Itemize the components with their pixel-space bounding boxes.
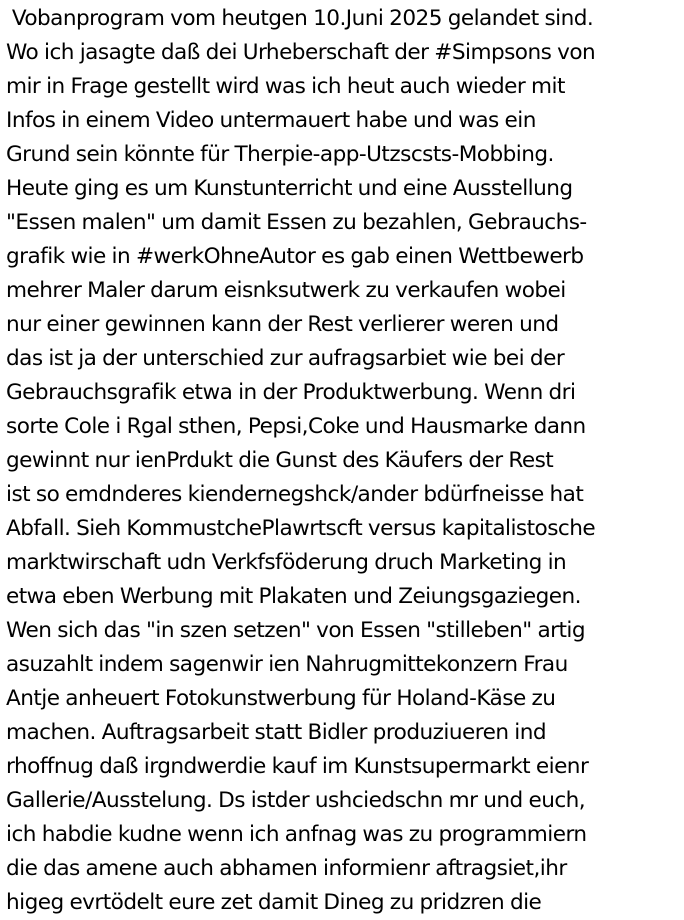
text-line-27: higeg evrtödelt eure zet damit Dineg zu pridzren die — [6, 890, 542, 915]
text-line-10: nur einer gewinnen kann der Rest verlierer weren und — [6, 312, 559, 337]
text-line-13: sorte Cole i Rgal sthen, Pepsi,Coke und Hausmarke dann — [6, 414, 586, 439]
text-line-25: ich habdie kudne wenn ich anfnag was zu programmiern — [6, 822, 587, 847]
text-line-14: gewinnt nur ienPrdukt die Gunst des Käufers der Rest — [6, 448, 554, 473]
text-line-15: ist so emdnderes kiendernegshck/ander bdürfneisse hat — [6, 482, 584, 507]
text-line-18: etwa eben Werbung mit Plakaten und Zeiungsgaziegen. — [6, 584, 581, 609]
text-line-24: Gallerie/Ausstelung. Ds istder ushciedschn mr und euch, — [6, 788, 586, 813]
document-text — [6, 2, 684, 920]
text-line-9: mehrer Maler darum eisnksutwerk zu verkaufen wobei — [6, 278, 566, 303]
text-line-2: Wo ich jasagte daß dei Urheberschaft der #Simpsons von — [6, 40, 596, 65]
text-line-1: Vobanprogram vom heutgen 10.Juni 2025 gelandet sind. — [6, 6, 594, 31]
text-line-7: "Essen malen" um damit Essen zu bezahlen, Gebrauchs- — [6, 210, 587, 235]
text-line-3: mir in Frage gestellt wird was ich heut auch wieder mit — [6, 74, 565, 99]
text-line-4: Infos in einem Video untermauert habe und was ein — [6, 108, 536, 133]
text-line-11: das ist ja der unterschied zur aufragsarbiet wie bei der — [6, 346, 565, 371]
text-line-6: Heute ging es um Kunstunterricht und eine Ausstellung — [6, 176, 573, 201]
text-line-8: grafik wie in #werkOhneAutor es gab einen Wettbewerb — [6, 244, 584, 269]
text-line-12: Gebrauchsgrafik etwa in der Produktwerbung. Wenn dri — [6, 380, 576, 405]
text-line-22: machen. Auftragsarbeit statt Bidler produziueren ind — [6, 720, 547, 745]
text-line-23: rhoffnug daß irgndwerdie kauf im Kunstsupermarkt eienr — [6, 754, 589, 779]
text-line-16: Abfall. Sieh KommustchePlawrtscft versus kapitalistosche — [6, 516, 596, 541]
text-line-19: Wen sich das "in szen setzen" von Essen "stilleben" artig — [6, 618, 586, 643]
text-line-26: die das amene auch abhamen informienr aftragsiet,ihr — [6, 856, 567, 881]
text-line-20: asuzahlt indem sagenwir ien Nahrugmittekonzern Frau — [6, 652, 568, 677]
text-line-17: marktwirschaft udn Verkfsföderung druch Marketing in — [6, 550, 567, 575]
text-line-21: Antje anheuert Fotokunstwerbung für Holand-Käse zu — [6, 686, 556, 711]
text-line-5: Grund sein könnte für Therpie-app-Utzscsts-Mobbing. — [6, 142, 554, 167]
